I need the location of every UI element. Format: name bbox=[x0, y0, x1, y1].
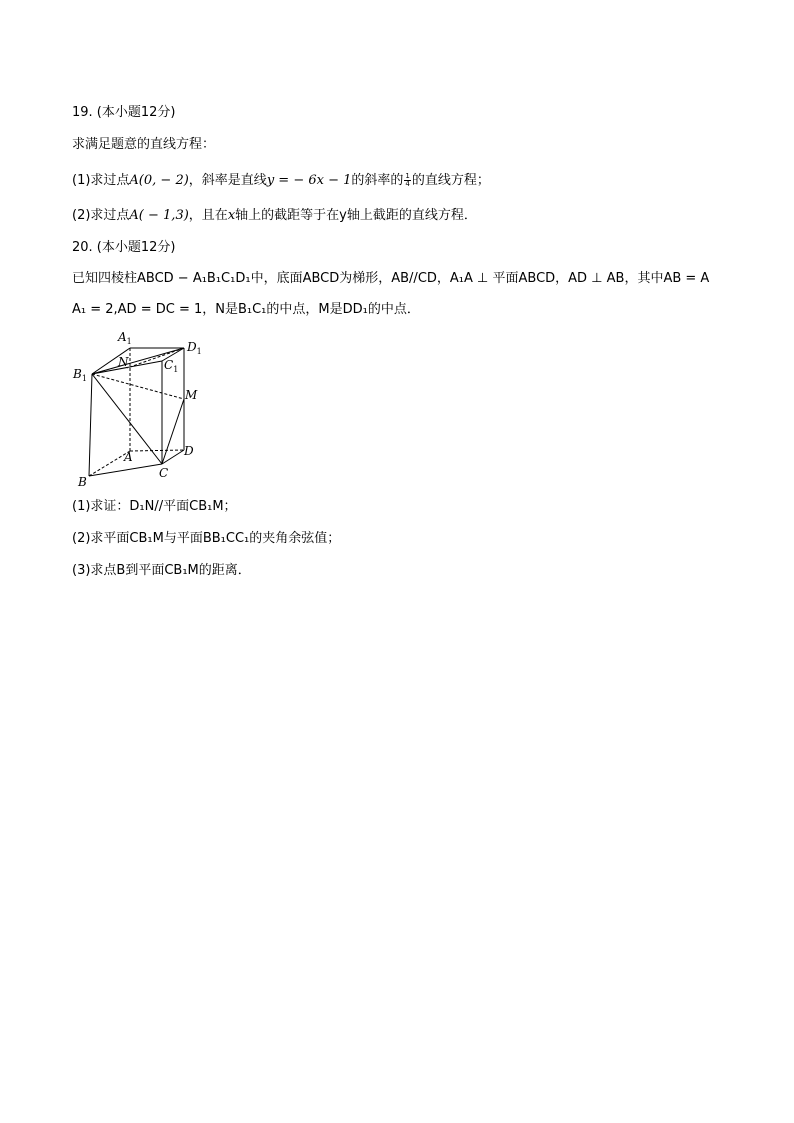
label-a1: $A_1$ bbox=[118, 330, 132, 346]
q20-header: 20. (本小题12分) bbox=[72, 240, 176, 255]
label-b1: $B_1$ bbox=[73, 367, 87, 383]
q20-sub3: (3)求点B到平面CB₁M的距离． bbox=[72, 563, 251, 578]
q19-part1-mid: ，斜率是直线 bbox=[188, 173, 267, 188]
prism-figure bbox=[72, 325, 212, 490]
q19-part1-suffix: 的直线方程； bbox=[411, 173, 490, 188]
q19-part1 bbox=[72, 172, 490, 190]
hidden-edge-a-d bbox=[130, 450, 184, 451]
edge-b1-b bbox=[89, 374, 92, 476]
q19-part2 bbox=[72, 207, 477, 225]
q19-part1-point: A(0, − 2) bbox=[129, 173, 189, 188]
fraction-one-quarter: $\frac{1}{4}$ bbox=[405, 172, 410, 188]
edge-b-c bbox=[89, 464, 162, 476]
hidden-segment-b1-m bbox=[92, 374, 184, 399]
q19-part2-suffix: 轴上的截距等于在y轴上截距的直线方程． bbox=[235, 208, 477, 223]
q20-statement-line2: A₁ = 2,AD = DC = 1，N是B₁C₁的中点，M是DD₁的中点． bbox=[72, 302, 420, 317]
q20-sub1: (1)求证：D₁N//平面CB₁M； bbox=[72, 499, 237, 514]
q19-part2-point: A( − 1,3) bbox=[129, 208, 189, 223]
q19-part2-x: x bbox=[227, 208, 236, 223]
q20-statement-line1: 已知四棱柱ABCD − A₁B₁C₁D₁中，底面ABCD为梯形，AB//CD，A₁A ⊥ 平面ABCD，AD ⊥ AB，其中AB = A bbox=[72, 271, 710, 286]
q19-part1-line: y = − 6x − 1 bbox=[266, 173, 352, 188]
q19-part1-after: 的斜率的 bbox=[351, 173, 404, 188]
q19-part2-mid: ，且在 bbox=[188, 208, 228, 223]
label-d: D bbox=[184, 444, 194, 458]
label-a: A bbox=[124, 450, 133, 464]
q19-header: 19. (本小题12分) bbox=[72, 105, 176, 120]
label-c: C bbox=[159, 466, 169, 480]
q19-part2-prefix: (2)求过点 bbox=[72, 208, 130, 223]
segment-c-m bbox=[162, 399, 184, 464]
label-b: B bbox=[78, 475, 87, 489]
q19-intro: 求满足题意的直线方程： bbox=[72, 137, 216, 152]
label-n: N bbox=[118, 355, 129, 369]
edge-c-d bbox=[162, 450, 184, 464]
q19-part1-prefix: (1)求过点 bbox=[72, 173, 130, 188]
label-m: M bbox=[185, 388, 198, 402]
label-c1: $C_1$ bbox=[164, 358, 179, 374]
label-d1: $D_1$ bbox=[187, 340, 202, 356]
q20-sub2: (2)求平面CB₁M与平面BB₁CC₁的夹角余弦值； bbox=[72, 531, 341, 546]
